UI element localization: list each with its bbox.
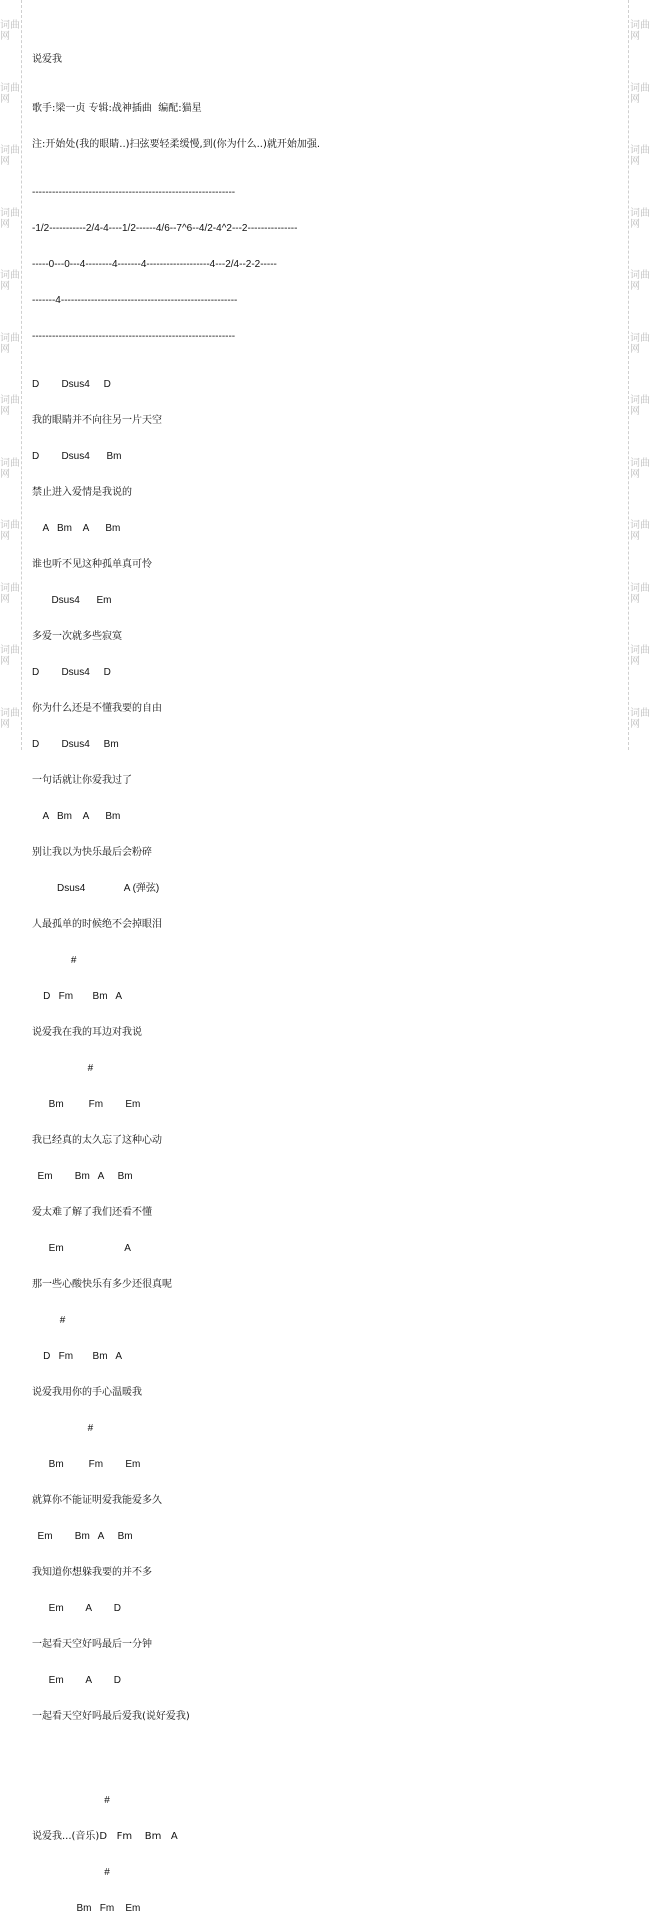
lyric-line: 我的眼睛并不向往另一片天空 <box>32 415 162 426</box>
lyric-line: 谁也听不见这种孤单真可怜 <box>32 559 152 570</box>
lyric-line: 那一些心酸快乐有多少还很真呢 <box>32 1279 172 1290</box>
right-dashed-divider <box>628 0 629 750</box>
spacer <box>32 1759 622 1771</box>
lyric-line: 禁止进入爱情是我说的 <box>32 487 132 498</box>
sharp-mark: # <box>32 1867 110 1878</box>
side-watermark-text: 词曲网 <box>630 145 650 168</box>
chord-line: Dsus4 Em <box>32 595 112 606</box>
sharp-mark: # <box>32 955 77 966</box>
tab-line: -------4----------------------------------------------------- <box>32 295 238 306</box>
chord-line: Em A D <box>32 1675 121 1686</box>
chord-line: Bm Fm Em <box>32 1459 141 1470</box>
playing-note: 注:开始处(我的眼睛..)扫弦要轻柔缓慢,到(你为什么..)就开始加强. <box>32 139 321 150</box>
chord-line: Em A <box>32 1243 131 1254</box>
chord-line: Em Bm A Bm <box>32 1171 133 1182</box>
tab-line: -1/2-----------2/4-4----1/2------4/6--7^6--4/2-4^2---2--------------- <box>32 223 298 234</box>
lyric-line: 说爱我用你的手心温暖我 <box>32 1387 142 1398</box>
chord-line: A Bm A Bm <box>32 523 121 534</box>
lyric-line: 说爱我在我的耳边对我说 <box>32 1027 142 1038</box>
lyric-line: 我知道你想躲我要的并不多 <box>32 1567 152 1578</box>
chord-line: D Dsus4 Bm <box>32 451 122 462</box>
ending-chord-line: Bm Fm Em <box>32 1903 141 1914</box>
side-watermark-text: 词曲网 <box>0 520 20 543</box>
side-watermark-text: 词曲网 <box>630 582 650 605</box>
lyric-line: 别让我以为快乐最后会粉碎 <box>32 847 152 858</box>
side-watermark-text: 词曲网 <box>0 395 20 418</box>
song-title: 说爱我 <box>32 54 62 65</box>
lyric-line: 一句话就让你爱我过了 <box>32 775 132 786</box>
side-watermark-text: 词曲网 <box>630 395 650 418</box>
chord-line: D Dsus4 Bm <box>32 739 119 750</box>
lyric-line: 你为什么还是不懂我要的自由 <box>32 703 162 714</box>
lyric-line: 人最孤单的时候绝不会掉眼泪 <box>32 919 162 930</box>
side-watermark-left <box>0 0 20 750</box>
chord-line: Dsus4 A (弹弦) <box>32 883 160 894</box>
side-watermark-text: 词曲网 <box>630 707 650 730</box>
side-watermark-text: 词曲网 <box>630 82 650 105</box>
tab-line: ------------------------------------------------------------- <box>32 187 236 198</box>
ending-lyric-line: 说爱我...(音乐)D Fm Bm A <box>32 1831 178 1842</box>
lyric-line: 我已经真的太久忘了这种心动 <box>32 1135 162 1146</box>
side-watermark-text: 词曲网 <box>0 707 20 730</box>
side-watermark-text: 词曲网 <box>630 332 650 355</box>
tab-line: -----0---0---4--------4-------4-------------------4---2/4--2-2----- <box>32 259 277 270</box>
side-watermark-text: 词曲网 <box>630 207 650 230</box>
side-watermark-text: 词曲网 <box>630 20 650 43</box>
side-watermark-text: 词曲网 <box>630 457 650 480</box>
lyric-line: 多爱一次就多些寂寞 <box>32 631 122 642</box>
side-watermark-text: 词曲网 <box>0 82 20 105</box>
sharp-mark: # <box>32 1423 94 1434</box>
side-watermark-text: 词曲网 <box>0 582 20 605</box>
sharp-mark: # <box>32 1063 94 1074</box>
sharp-mark: # <box>32 1315 66 1326</box>
side-watermark-text: 词曲网 <box>630 270 650 293</box>
side-watermark-text: 词曲网 <box>0 207 20 230</box>
lyric-line: 一起看天空好吗最后一分钟 <box>32 1639 152 1650</box>
chord-line: D Fm Bm A <box>32 1351 123 1362</box>
chord-line: Em Bm A Bm <box>32 1531 133 1542</box>
side-watermark-text: 词曲网 <box>0 332 20 355</box>
chord-sheet <box>32 30 622 1927</box>
side-watermark-text: 词曲网 <box>0 270 20 293</box>
chord-line: D Fm Bm A <box>32 991 123 1002</box>
side-watermark-text: 词曲网 <box>630 520 650 543</box>
chord-line: Bm Fm Em <box>32 1099 141 1110</box>
lyric-line: 爱太难了解了我们还看不懂 <box>32 1207 152 1218</box>
lyric-line: 就算你不能证明爱我能爱多久 <box>32 1495 162 1506</box>
side-watermark-right <box>630 0 650 750</box>
lyric-line: 一起看天空好吗最后爱我(说好爱我) <box>32 1711 190 1722</box>
chord-line: D Dsus4 D <box>32 379 111 390</box>
sharp-mark: # <box>32 1795 110 1806</box>
chord-line: A Bm A Bm <box>32 811 121 822</box>
left-dashed-divider <box>21 0 22 750</box>
side-watermark-text: 词曲网 <box>0 645 20 668</box>
side-watermark-text: 词曲网 <box>630 645 650 668</box>
chord-line: Em A D <box>32 1603 121 1614</box>
song-meta: 歌手:梁一贞 专辑:战神插曲 编配:猫星 <box>32 103 202 114</box>
side-watermark-text: 词曲网 <box>0 20 20 43</box>
tab-line: ------------------------------------------------------------- <box>32 331 236 342</box>
side-watermark-text: 词曲网 <box>0 457 20 480</box>
chord-line: D Dsus4 D <box>32 667 111 678</box>
side-watermark-text: 词曲网 <box>0 145 20 168</box>
